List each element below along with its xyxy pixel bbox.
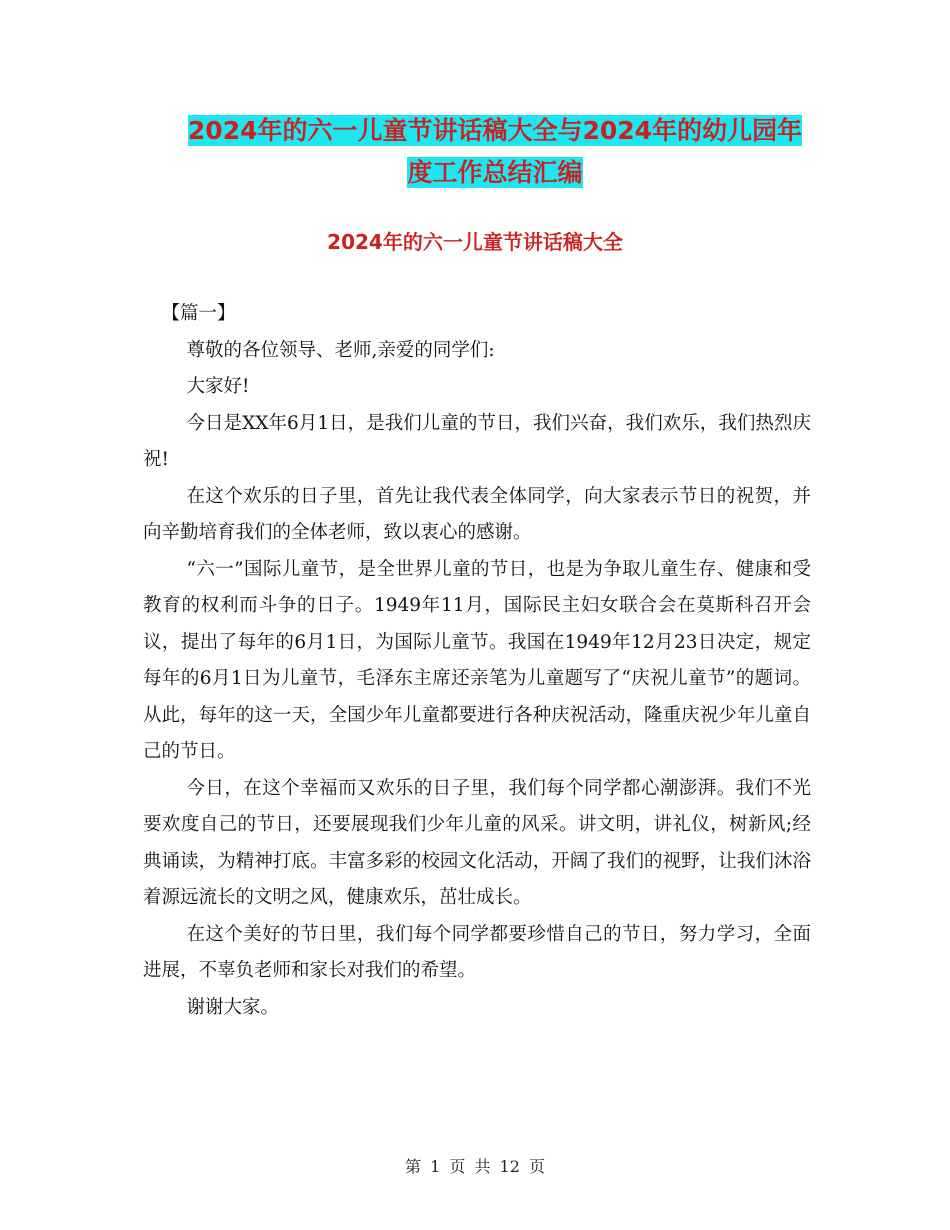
paragraph: 今日是XX年6月1日，是我们儿童的节日，我们兴奋，我们欢乐，我们热烈庆祝! (143, 412, 811, 470)
document-title-line-1: 2024年的六一儿童节讲话稿大全与2024年的幼儿园年 (187, 116, 803, 145)
page-footer: 第 1 页 共 12 页 (405, 1157, 545, 1176)
paragraph-salutation: 尊敬的各位领导、老师,亲爱的同学们: (186, 339, 495, 361)
paragraph-greeting: 大家好! (186, 376, 250, 397)
section-heading: 2024年的六一儿童节讲话稿大全 (327, 230, 623, 254)
document-body (143, 296, 811, 1026)
document-title-line-2: 度工作总结汇编 (407, 158, 583, 187)
paragraph: 在这个美好的节日里，我们每个同学都要珍惜自己的节日，努力学习，全面进展，不辜负老师和家长对我们的希望。 (143, 923, 811, 981)
paragraph: 在这个欢乐的日子里，首先让我代表全体同学，向大家表示节日的祝贺，并向辛勤培育我们的全体老师，致以衷心的感谢。 (143, 485, 811, 543)
section-label: 【篇一】 (161, 303, 236, 324)
paragraph-closing: 谢谢大家。 (186, 996, 279, 1018)
paragraph: 今日，在这个幸福而又欢乐的日子里，我们每个同学都心潮澎湃。我们不光要欢度自己的节日，还要展现我们少年儿童的风采。讲文明，讲礼仪，树新风;经典诵读，为精神打底。丰富多彩的校园文化活动，开阔了我们的视野，让我们沐浴着源远流长的文明之风，健康欢乐，茁壮成长。 (143, 777, 811, 908)
paragraph: “六一”国际儿童节，是全世界儿童的节日，也是为争取儿童生存、健康和受教育的权利而斗争的日子。1949年11月，国际民主妇女联合会在莫斯科召开会议，提出了每年的6月1日，为国际儿童节。我国在1949年12月23日决定，规定每年的6月1日为儿童节，毛泽东主席还亲笔为儿童题写了“庆祝儿童节”的题词。从此，每年的这一天，全国少年儿童都要进行各种庆祝活动，隆重庆祝少年儿童自己的节日。 (143, 558, 811, 762)
